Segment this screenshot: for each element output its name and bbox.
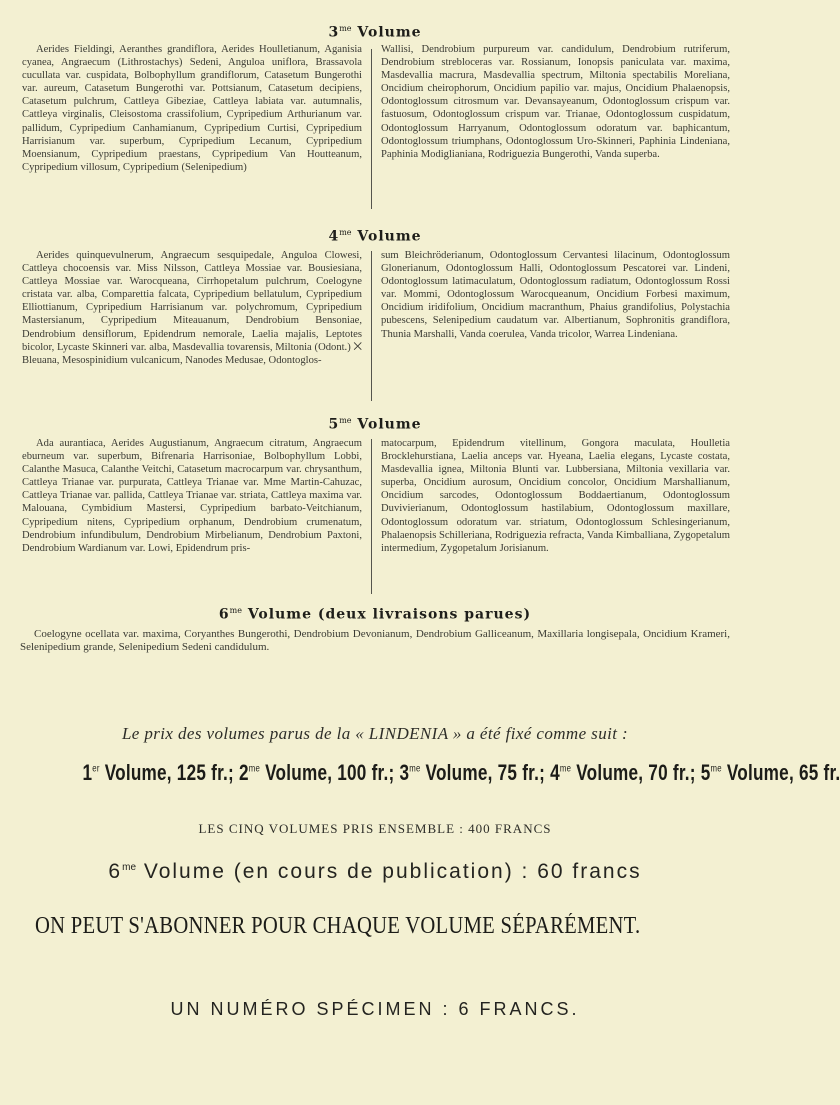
price-item-sup: me <box>710 763 722 775</box>
price-item-sup: me <box>559 763 572 775</box>
price-item-text: Volume, 75 fr.; <box>420 760 546 785</box>
volume-6-sup: me <box>229 606 242 615</box>
sixth-volume-number: 6 <box>108 860 123 883</box>
volume-6-word: Volume (deux livraisons parues) <box>247 606 532 623</box>
price-item <box>550 760 696 785</box>
price-item-sup: me <box>248 763 261 775</box>
price-item <box>239 760 394 785</box>
column-divider <box>371 439 372 594</box>
column-divider <box>371 251 372 401</box>
volume-3-heading <box>0 24 750 41</box>
volume-5-number: 5 <box>328 416 340 433</box>
subscribe-text: ON PEUT S'ABONNER POUR CHAQUE VOLUME SÉPARÉMENT. <box>35 913 641 939</box>
price-item-number: 3 <box>399 760 410 785</box>
column-divider <box>371 49 372 209</box>
volume-6-text: Coelogyne ocellata var. maxima, Coryanthes Bungerothi, Dendrobium Devonianum, Dendrobium Galliceanum, Maxillaria longisepala, Oncidium Krameri, Selenipedium grande, Selenipedium Sedeni candidulum. <box>20 628 730 653</box>
volume-3-sup: me <box>339 24 352 33</box>
price-item-text: Volume, 125 fr.; <box>99 760 235 785</box>
price-item-number: 2 <box>239 760 249 785</box>
price-item-sup: me <box>409 763 421 775</box>
price-item-text: Volume, 65 fr. <box>721 760 840 785</box>
price-item <box>399 760 545 785</box>
sixth-volume-price <box>0 860 750 884</box>
price-item-text: Volume, 70 fr.; <box>571 760 696 785</box>
price-item-number: 5 <box>700 760 711 785</box>
volume-5-word: Volume <box>357 416 422 433</box>
volume-5-sup: me <box>339 416 352 425</box>
price-item <box>701 760 840 785</box>
price-item <box>83 760 235 785</box>
specimen-price: UN NUMÉRO SPÉCIMEN : 6 FRANCS. <box>170 999 580 1019</box>
volume-6-number: 6 <box>218 606 230 623</box>
total-price: LES CINQ VOLUMES PRIS ENSEMBLE : 400 FRANCS <box>198 821 552 836</box>
volume-5-heading <box>0 416 750 433</box>
sixth-volume-sup: me <box>122 862 137 873</box>
volume-4-sup: me <box>339 228 352 237</box>
price-item-number: 4 <box>550 760 560 785</box>
volume-4-number: 4 <box>328 228 340 245</box>
volume-3-left-column: Aerides Fieldingi, Aeranthes grandiflora, Aerides Houlletianum, Aganisia cyanea, Angraecum (Lithrostachys) Sedeni, Anguloa uniflora, Brassavola cucullata var. cuspidata, Bolbophyllum grandiflorum, Catasetum Bungerothi var. aureum, Catasetum Bungerothi var. Pottsianum, Catasetum decipiens, Catasetum pulchrum, Cattleya Gibeziae, Cattleya labiata var. autumnalis, Cattleya virginalis, Cleisostoma crassifolium, Cypripedium Arthurianum var. pallidum, Cypripedium Canhamianum, Cypripedium Curtisi, Cypripedium Harrisianum var. superbum, Cypripedium Lecanum, Cypripedium Moensianum, Cypripedium praestans, Cypripedium Van Houtteanum, Cypripedium villosum, Cypripedium (Selenipedium) <box>22 44 362 173</box>
price-line <box>82 760 840 786</box>
volume-6-heading <box>0 606 750 623</box>
price-item-sup: er <box>92 763 100 775</box>
volume-4-word: Volume <box>357 228 422 245</box>
volume-4-right-column: sum Bleichröderianum, Odontoglossum Cervantesi lilacinum, Odontoglossum Glonerianum, Odontoglossum Halli, Odontoglossum Pescatorei var. Lindeni, Odontoglossum latimaculatum, Odontoglossum radiatum, Odontoglossum Rossi var. Mommi, Odontoglossum Warocqueanum, Oncidium Forbesi maximum, Oncidium iridifolium, Oncidium macranthum, Phaius grandifolius, Polystachia pubescens, Selenipedium caudatum var. Albertianum, Sophronitis grandiflora, Thunia Marshalli, Vanda coerulea, Vanda tricolor, Warrea Lindeniana. <box>381 250 730 340</box>
volume-5-left-column: Ada aurantiaca, Aerides Augustianum, Angraecum citratum, Angraecum eburneum var. superbum, Bifrenaria Harrisoniae, Bolbophyllum Lobbi, Calanthe Masuca, Calanthe Veitchi, Catasetum macrocarpum var. chrysanthum, Cattleya Trianae var. purpurata, Cattleya Trianae var. Mme Martin-Cahuzac, Cattleya Trianae var. pallida, Cattleya Trianae var. striata, Cattleya maxima var. Malouana, Cymbidium Mastersi, Cypripedium barbato-Veitchianum, Cypripedium nitens, Cypripedium orphanum, Dendrobium crumenatum, Dendrobium infundibulum, Dendrobium Mirbelianum, Dendrobium Paxtoni, Dendrobium Wardianum var. Lowi, Epidendrum pris- <box>22 438 362 554</box>
volume-4-heading <box>0 228 750 245</box>
subscribe-notice <box>35 913 710 940</box>
volume-3-word: Volume <box>357 24 422 41</box>
volume-3-number: 3 <box>328 24 340 41</box>
volume-3-right-column: Wallisi, Dendrobium purpureum var. candidulum, Dendrobium rutriferum, Dendrobium strebloceras var. Rossianum, Ionopsis paniculata var. maxima, Masdevallia macrura, Masdevallia spectrum, Miltonia spectabilis Moreliana, Oncidium cheirophorum, Oncidium papilio var. majus, Oncidium Phalaenopsis, Odontoglossum citrosmum var. Devansayeanum, Odontoglossum crispum var. fastuosum, Odontoglossum crispum var. Trianae, Odontoglossum cuspidatum, Odontoglossum Harryanum, Odontoglossum odoratum var. baphicantum, Odontoglossum triumphans, Odontoglossum Uro-Skinneri, Paphinia Lindeniana, Paphinia Modiglianiana, Rodriguezia Bungerothi, Vanda superba. <box>381 44 730 160</box>
sixth-volume-text: Volume (en cours de publication) : 60 francs <box>136 860 642 883</box>
price-item-number: 1 <box>82 760 93 785</box>
volume-4-left-column: Aerides quinquevulnerum, Angraecum sesquipedale, Anguloa Clowesi, Cattleya chocoensis var. Miss Nilsson, Cattleya Mossiae var. Bousiesiana, Cattleya Mossiae var. Warocqueana, Cirrhopetalum pulchrum, Coelogyne cristata var. alba, Comparettia falcata, Cypripedium bellatulum, Cypripedium Elliottianum, Cypripedium Harrisianum var. polychromum, Cypripedium Mastersianum, Cypripedium Miteauanum, Dendrobium Bensoniae, Dendrobium densiflorum, Epidendrum nemorale, Laelia majalis, Leptotes bicolor, Lycaste Skinneri var. alba, Masdevallia tovarensis, Miltonia (Odont.) ⨉ Bleuana, Mesospinidium vulcanicum, Nanodes Medusae, Odontoglos- <box>22 250 362 366</box>
price-item-text: Volume, 100 fr.; <box>260 760 395 785</box>
volume-5-right-column: matocarpum, Epidendrum vitellinum, Gongora maculata, Houlletia Brocklehurstiana, Laelia anceps var. Hyeana, Laelia elegans, Lycaste costata, Masdevallia ignea, Miltonia Blunti var. Lubbersiana, Miltonia vexillaria var. superba, Oncidium aurosum, Oncidium concolor, Oncidium Marshallianum, Oncidium sarcodes, Odontoglossum Boddaertianum, Odontoglossum Duvivierianum, Odontoglossum hastilabium, Odontoglossum maxillare, Odontoglossum odoratum var. striatum, Odontoglossum Schlesingerianum, Phalaenopsis Schilleriana, Rodriguezia refracta, Vanda Kimballiana, Zygopetalum intermedium, Zygopetalum Jorisianum. <box>381 438 730 554</box>
price-intro: Le prix des volumes parus de la « LINDENIA » a été fixé comme suit : <box>121 724 629 743</box>
